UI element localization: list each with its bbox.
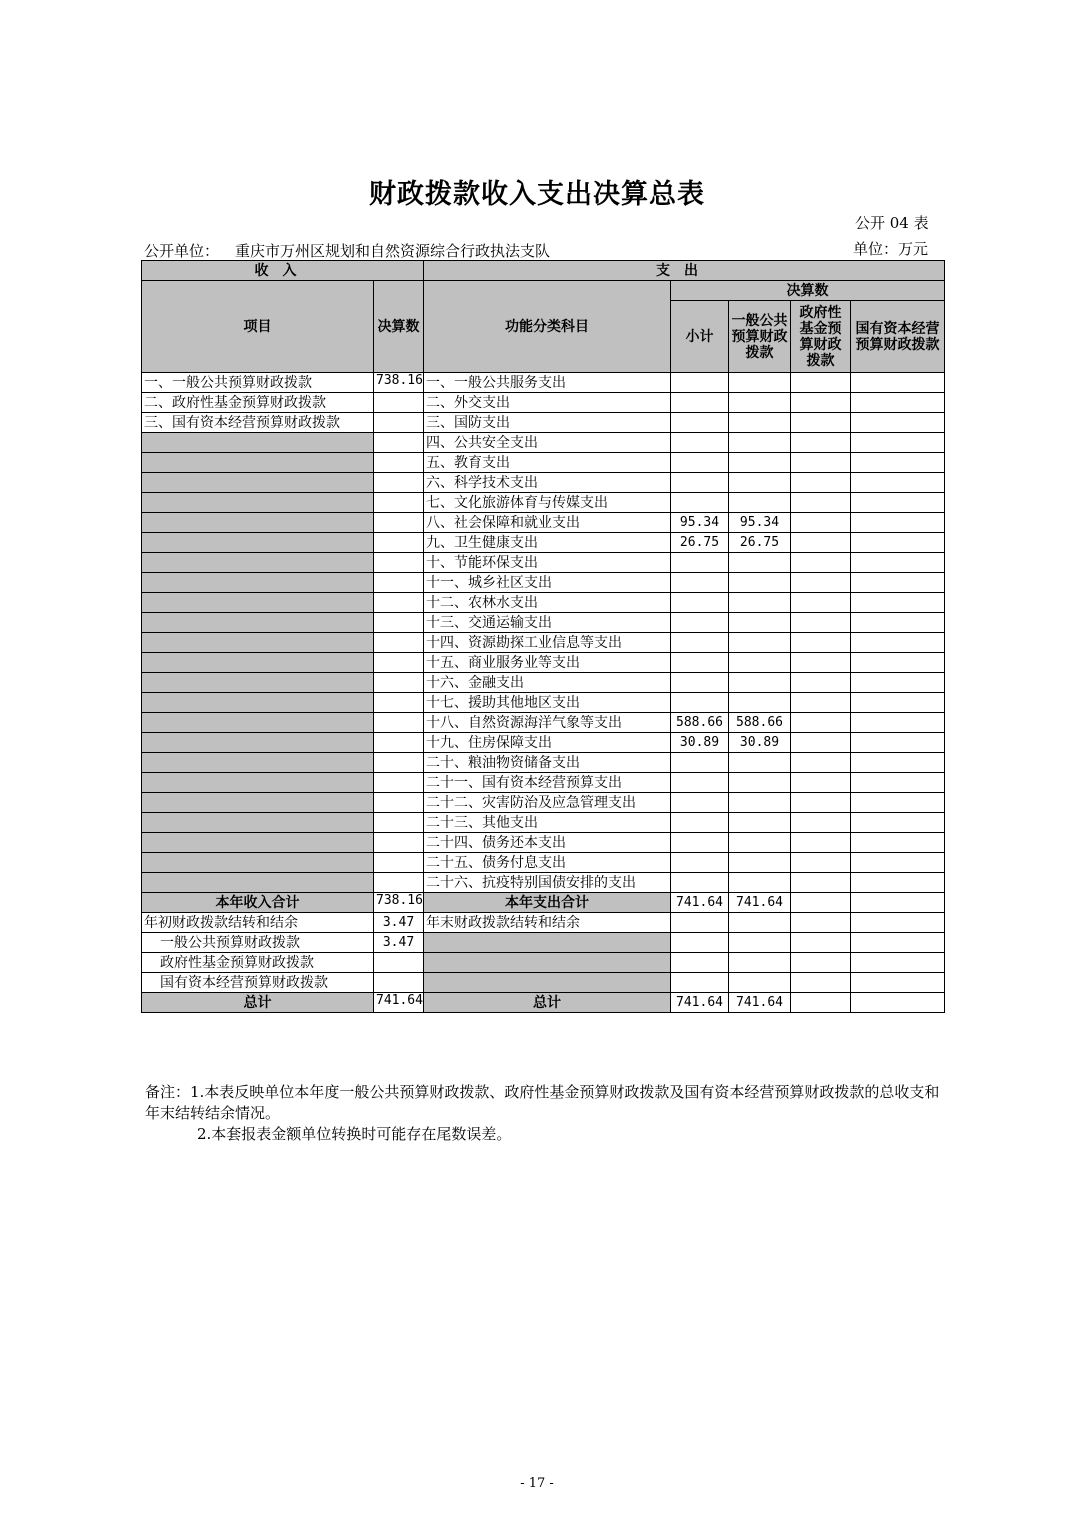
income-amount [374, 593, 424, 613]
table-row [142, 613, 945, 633]
income-amount: 738.16 [374, 373, 424, 393]
state-cell [851, 513, 945, 533]
carry-income-amount [374, 953, 424, 973]
income-item: 三、国有资本经营预算财政拨款 [142, 413, 374, 433]
unit-name: 重庆市万州区规划和自然资源综合行政执法支队 [235, 242, 551, 260]
subtotal-cell [671, 813, 729, 833]
carry-general [729, 933, 791, 953]
carry-state [851, 913, 945, 933]
income-item [142, 633, 374, 653]
income-amount [374, 653, 424, 673]
general-cell [729, 853, 791, 873]
subtotal-cell [671, 393, 729, 413]
expense-item: 十七、援助其他地区支出 [424, 693, 671, 713]
amount-column-header: 决算数 [374, 281, 424, 373]
subtotal-cell: 95.34 [671, 513, 729, 533]
expense-item: 七、文化旅游体育与传媒支出 [424, 493, 671, 513]
income-item [142, 473, 374, 493]
carry-expense-item [424, 953, 671, 973]
subtotal-cell [671, 653, 729, 673]
subtotal-cell [671, 793, 729, 813]
subtotal-cell [671, 373, 729, 393]
income-amount [374, 733, 424, 753]
expense-item: 一、一般公共服务支出 [424, 373, 671, 393]
income-amount [374, 413, 424, 433]
fund-cell [791, 653, 851, 673]
table-row [142, 633, 945, 653]
income-amount [374, 633, 424, 653]
grand-income-label: 总计 [142, 993, 374, 1013]
carry-state [851, 933, 945, 953]
general-cell [729, 433, 791, 453]
table-row [142, 513, 945, 533]
subtotal-cell [671, 413, 729, 433]
state-cell [851, 393, 945, 413]
fund-cell [791, 833, 851, 853]
table-row [142, 833, 945, 853]
table-row [142, 753, 945, 773]
income-amount [374, 873, 424, 893]
subtotal-cell [671, 573, 729, 593]
year-income-total-label: 本年收入合计 [142, 893, 374, 913]
general-cell [729, 793, 791, 813]
income-amount [374, 693, 424, 713]
general-cell [729, 673, 791, 693]
state-cell [851, 433, 945, 453]
expense-item: 十六、金融支出 [424, 673, 671, 693]
grand-fund [791, 993, 851, 1013]
state-cell [851, 773, 945, 793]
income-amount [374, 553, 424, 573]
table-row [142, 853, 945, 873]
table-row [142, 673, 945, 693]
income-item [142, 533, 374, 553]
fund-cell [791, 553, 851, 573]
carryover-row [142, 933, 945, 953]
table-row [142, 393, 945, 413]
grand-subtotal: 741.64 [671, 993, 729, 1013]
income-item [142, 833, 374, 853]
income-amount [374, 853, 424, 873]
fund-cell [791, 573, 851, 593]
expense-item: 二十五、债务付息支出 [424, 853, 671, 873]
carry-subtotal [671, 953, 729, 973]
state-cell [851, 553, 945, 573]
table-row [142, 533, 945, 553]
income-amount [374, 393, 424, 413]
carry-income-item: 一般公共预算财政拨款 [142, 933, 374, 953]
subtotal-cell [671, 433, 729, 453]
expense-item: 二十二、灾害防治及应急管理支出 [424, 793, 671, 813]
subtotal-cell [671, 773, 729, 793]
year-income-total-amount: 738.16 [374, 893, 424, 913]
income-amount [374, 513, 424, 533]
note-line-1: 备注：1.本表反映单位本年度一般公共预算财政拨款、政府性基金预算财政拨款及国有资本经营预算财政拨款的总收支和年末结转结余情况。 [145, 1083, 940, 1122]
carry-expense-item [424, 933, 671, 953]
income-item [142, 553, 374, 573]
table-row [142, 653, 945, 673]
general-cell [729, 473, 791, 493]
income-amount [374, 793, 424, 813]
subtotal-cell [671, 593, 729, 613]
carry-expense-item: 年末财政拨款结转和结余 [424, 913, 671, 933]
income-item [142, 493, 374, 513]
money-unit: 单位：万元 [853, 240, 929, 258]
page-number: - 17 - [520, 1476, 554, 1491]
table-row [142, 573, 945, 593]
carry-fund [791, 913, 851, 933]
carry-income-amount: 3.47 [374, 913, 424, 933]
expense-item: 二十六、抗疫特别国债安排的支出 [424, 873, 671, 893]
carryover-row [142, 953, 945, 973]
table-row [142, 473, 945, 493]
expense-item: 四、公共安全支出 [424, 433, 671, 453]
state-cell [851, 493, 945, 513]
income-item [142, 433, 374, 453]
income-amount [374, 573, 424, 593]
state-cell [851, 373, 945, 393]
state-cell [851, 853, 945, 873]
table-row [142, 553, 945, 573]
income-item [142, 753, 374, 773]
carry-income-amount: 3.47 [374, 933, 424, 953]
table-row [142, 433, 945, 453]
expense-item: 九、卫生健康支出 [424, 533, 671, 553]
table-row [142, 493, 945, 513]
expense-item: 十、节能环保支出 [424, 553, 671, 573]
state-cell [851, 713, 945, 733]
income-amount [374, 813, 424, 833]
general-cell [729, 493, 791, 513]
income-item [142, 853, 374, 873]
carry-subtotal [671, 973, 729, 993]
income-amount [374, 713, 424, 733]
subtotal-cell [671, 613, 729, 633]
general-cell [729, 633, 791, 653]
income-item [142, 593, 374, 613]
general-budget-column-header: 一般公共预算财政拨款 [729, 301, 791, 373]
subtotal-cell [671, 633, 729, 653]
fund-cell [791, 633, 851, 653]
state-cell [851, 693, 945, 713]
year-general: 741.64 [729, 893, 791, 913]
column-header-row-1 [142, 281, 945, 301]
fund-cell [791, 853, 851, 873]
subtotal-cell [671, 673, 729, 693]
reporting-unit [144, 240, 550, 261]
form-number: 公开 04 表 [855, 214, 929, 232]
fiscal-appropriation-table [141, 260, 945, 1013]
table-row [142, 873, 945, 893]
subtotal-cell [671, 453, 729, 473]
year-expense-total-label: 本年支出合计 [424, 893, 671, 913]
table-row [142, 813, 945, 833]
state-cell [851, 813, 945, 833]
expense-item: 十四、资源勘探工业信息等支出 [424, 633, 671, 653]
state-cell [851, 453, 945, 473]
general-cell: 588.66 [729, 713, 791, 733]
general-cell [729, 693, 791, 713]
general-cell [729, 393, 791, 413]
final-amount-group-header: 决算数 [671, 281, 945, 301]
expense-item: 六、科学技术支出 [424, 473, 671, 493]
state-cell [851, 733, 945, 753]
subtotal-cell: 588.66 [671, 713, 729, 733]
table-row [142, 693, 945, 713]
notes [145, 1082, 945, 1145]
income-item [142, 513, 374, 533]
general-cell [729, 833, 791, 853]
carry-subtotal [671, 913, 729, 933]
state-cell [851, 593, 945, 613]
carry-fund [791, 933, 851, 953]
state-cell [851, 613, 945, 633]
table-row [142, 733, 945, 753]
state-cell [851, 793, 945, 813]
subtotal-cell [671, 553, 729, 573]
year-state [851, 893, 945, 913]
income-amount [374, 473, 424, 493]
expense-item: 三、国防支出 [424, 413, 671, 433]
fund-cell [791, 513, 851, 533]
expense-item: 八、社会保障和就业支出 [424, 513, 671, 533]
fund-cell [791, 733, 851, 753]
income-amount [374, 673, 424, 693]
subtotal-cell [671, 833, 729, 853]
grand-general: 741.64 [729, 993, 791, 1013]
income-amount [374, 493, 424, 513]
subtotal-cell [671, 473, 729, 493]
general-cell: 95.34 [729, 513, 791, 533]
carry-income-item: 政府性基金预算财政拨款 [142, 953, 374, 973]
carry-fund [791, 953, 851, 973]
subtotal-cell: 30.89 [671, 733, 729, 753]
subtotal-cell [671, 753, 729, 773]
income-item [142, 673, 374, 693]
income-item [142, 693, 374, 713]
fund-cell [791, 493, 851, 513]
table-row [142, 453, 945, 473]
fund-cell [791, 473, 851, 493]
subtotal-cell [671, 873, 729, 893]
section-header-row [142, 261, 945, 281]
expense-item: 二十一、国有资本经营预算支出 [424, 773, 671, 793]
income-amount [374, 533, 424, 553]
note-line-2: 2.本套报表金额单位转换时可能存在尾数误差。 [197, 1125, 512, 1143]
subtotal-cell: 26.75 [671, 533, 729, 553]
carry-income-item: 国有资本经营预算财政拨款 [142, 973, 374, 993]
income-item [142, 733, 374, 753]
expense-section-header: 支出 [424, 261, 945, 281]
table-row [142, 773, 945, 793]
income-item [142, 773, 374, 793]
carry-general [729, 913, 791, 933]
expense-item: 十一、城乡社区支出 [424, 573, 671, 593]
fund-cell [791, 413, 851, 433]
expense-item: 二十、粮油物资储备支出 [424, 753, 671, 773]
income-amount [374, 433, 424, 453]
income-item [142, 573, 374, 593]
general-cell [729, 453, 791, 473]
income-item [142, 793, 374, 813]
fund-cell [791, 533, 851, 553]
state-cell [851, 833, 945, 853]
state-cell [851, 753, 945, 773]
general-cell [729, 613, 791, 633]
fund-cell [791, 613, 851, 633]
fund-cell [791, 693, 851, 713]
fund-budget-column-header: 政府性基金预算财政拨款 [791, 301, 851, 373]
state-cell [851, 673, 945, 693]
fund-cell [791, 373, 851, 393]
expense-item: 五、教育支出 [424, 453, 671, 473]
carry-general [729, 953, 791, 973]
general-cell [729, 553, 791, 573]
carry-state [851, 973, 945, 993]
subtotal-column-header: 小计 [671, 301, 729, 373]
grand-total-row [142, 993, 945, 1013]
income-section-header: 收入 [142, 261, 424, 281]
income-item: 一、一般公共预算财政拨款 [142, 373, 374, 393]
general-cell [729, 373, 791, 393]
income-item [142, 453, 374, 473]
state-cell [851, 873, 945, 893]
year-subtotal: 741.64 [671, 893, 729, 913]
year-fund [791, 893, 851, 913]
fund-cell [791, 773, 851, 793]
general-cell [729, 593, 791, 613]
general-cell [729, 413, 791, 433]
table-row [142, 713, 945, 733]
year-total-row [142, 893, 945, 913]
state-cell [851, 573, 945, 593]
fund-cell [791, 433, 851, 453]
fund-cell [791, 593, 851, 613]
fund-cell [791, 813, 851, 833]
grand-expense-label: 总计 [424, 993, 671, 1013]
general-cell: 30.89 [729, 733, 791, 753]
general-cell [729, 813, 791, 833]
general-cell [729, 873, 791, 893]
fund-cell [791, 713, 851, 733]
subtotal-cell [671, 493, 729, 513]
expense-item: 十五、商业服务业等支出 [424, 653, 671, 673]
income-item: 二、政府性基金预算财政拨款 [142, 393, 374, 413]
subtotal-cell [671, 853, 729, 873]
unit-label: 公开单位： [144, 242, 220, 260]
general-cell [729, 653, 791, 673]
general-cell [729, 753, 791, 773]
fund-cell [791, 393, 851, 413]
func-subject-column-header: 功能分类科目 [424, 281, 671, 373]
expense-item: 二十三、其他支出 [424, 813, 671, 833]
grand-state [851, 993, 945, 1013]
item-column-header: 项目 [142, 281, 374, 373]
income-item [142, 613, 374, 633]
fund-cell [791, 873, 851, 893]
fund-cell [791, 453, 851, 473]
page-title: 财政拨款收入支出决算总表 [369, 179, 705, 210]
fund-cell [791, 673, 851, 693]
table-row [142, 413, 945, 433]
state-cell [851, 633, 945, 653]
general-cell [729, 773, 791, 793]
income-amount [374, 613, 424, 633]
carry-general [729, 973, 791, 993]
carry-fund [791, 973, 851, 993]
income-item [142, 653, 374, 673]
expense-item: 十八、自然资源海洋气象等支出 [424, 713, 671, 733]
income-amount [374, 773, 424, 793]
carry-income-amount [374, 973, 424, 993]
fund-cell [791, 793, 851, 813]
income-amount [374, 833, 424, 853]
carryover-row [142, 973, 945, 993]
state-cell [851, 413, 945, 433]
carry-income-item: 年初财政拨款结转和结余 [142, 913, 374, 933]
state-cell [851, 473, 945, 493]
table-row [142, 373, 945, 393]
subtotal-cell [671, 693, 729, 713]
general-cell: 26.75 [729, 533, 791, 553]
grand-income-amount: 741.64 [374, 993, 424, 1013]
table-row [142, 793, 945, 813]
income-item [142, 813, 374, 833]
carryover-row [142, 913, 945, 933]
table-row [142, 593, 945, 613]
state-capital-column-header: 国有资本经营预算财政拨款 [851, 301, 945, 373]
expense-item: 二十四、债务还本支出 [424, 833, 671, 853]
state-cell [851, 533, 945, 553]
income-item [142, 713, 374, 733]
expense-item: 十三、交通运输支出 [424, 613, 671, 633]
expense-item: 二、外交支出 [424, 393, 671, 413]
expense-item: 十九、住房保障支出 [424, 733, 671, 753]
carry-expense-item [424, 973, 671, 993]
income-amount [374, 753, 424, 773]
income-amount [374, 453, 424, 473]
state-cell [851, 653, 945, 673]
expense-item: 十二、农林水支出 [424, 593, 671, 613]
carry-state [851, 953, 945, 973]
carry-subtotal [671, 933, 729, 953]
income-item [142, 873, 374, 893]
general-cell [729, 573, 791, 593]
fund-cell [791, 753, 851, 773]
